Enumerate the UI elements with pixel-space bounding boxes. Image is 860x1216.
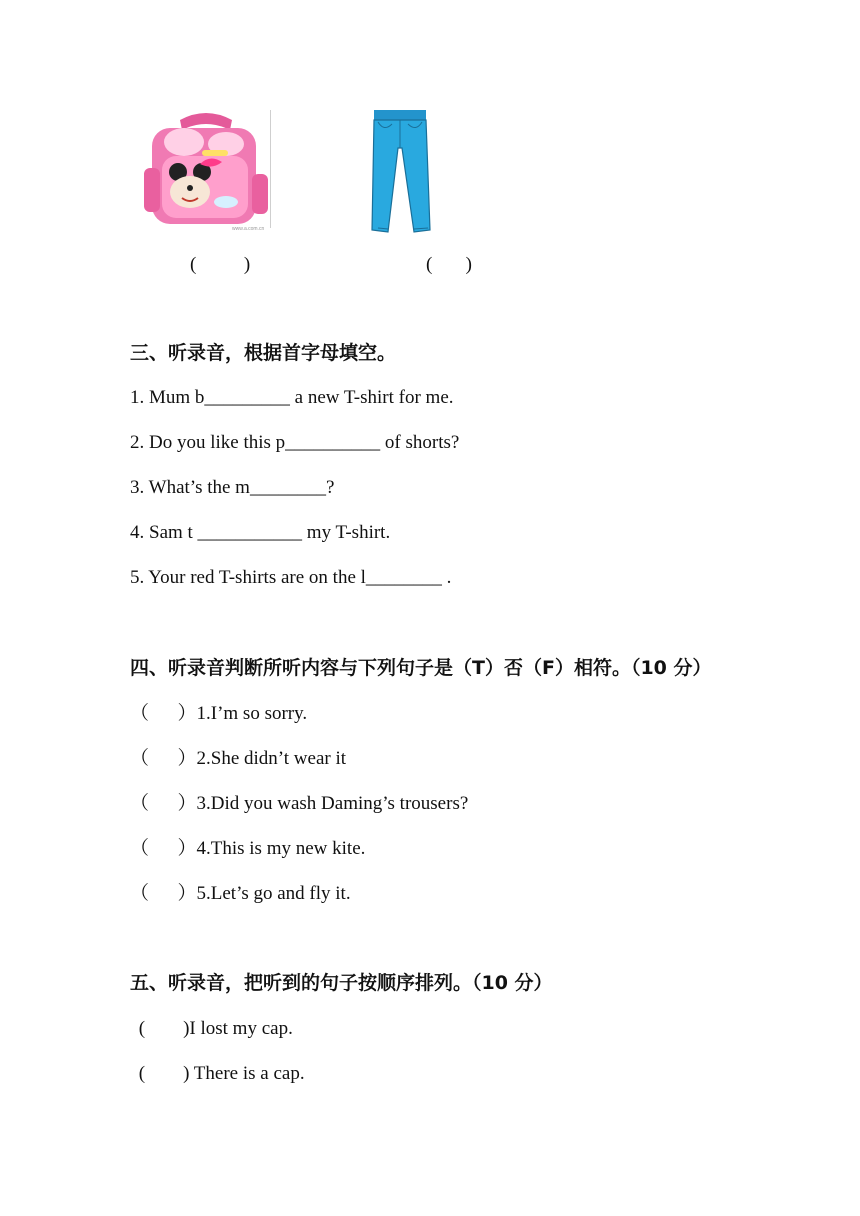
- section4-item: （ ）3.Did you wash Daming’s trousers?: [130, 793, 469, 814]
- section3-item: 2. Do you like this p__________ of shorts?: [130, 432, 460, 453]
- section3-item: 1. Mum b_________ a new T-shirt for me.: [130, 387, 454, 408]
- section4-item: （ ）2.She didn’t wear it: [130, 748, 347, 769]
- section3-item: 4. Sam t ___________ my T-shirt.: [130, 522, 391, 543]
- section5-item: ( ) There is a cap.: [134, 1063, 305, 1084]
- trousers-picture: [368, 108, 434, 236]
- section4-heading: 四、听录音判断所听内容与下列句子是（T）否（F）相符。（10 分）: [130, 657, 712, 679]
- section5-item: ( )I lost my cap.: [134, 1018, 293, 1039]
- answer-paren-backpack[interactable]: ( ): [190, 254, 251, 275]
- section3-heading: 三、听录音，根据首字母填空。: [130, 342, 397, 364]
- backpack-picture: [140, 108, 272, 236]
- section3-item: 3. What’s the m________?: [130, 477, 335, 498]
- section5-heading: 五、听录音，把听到的句子按顺序排列。（10 分）: [130, 972, 553, 994]
- section3-item: 5. Your red T-shirts are on the l________ .: [130, 567, 452, 588]
- answer-paren-trousers[interactable]: ( ): [426, 254, 472, 275]
- svg-text:www.a.com.cn: www.a.com.cn: [232, 226, 265, 232]
- section4-item: （ ）4.This is my new kite.: [130, 838, 366, 859]
- section4-item: （ ）5.Let’s go and fly it.: [130, 883, 351, 904]
- section4-item: （ ）1.I’m so sorry.: [130, 703, 308, 724]
